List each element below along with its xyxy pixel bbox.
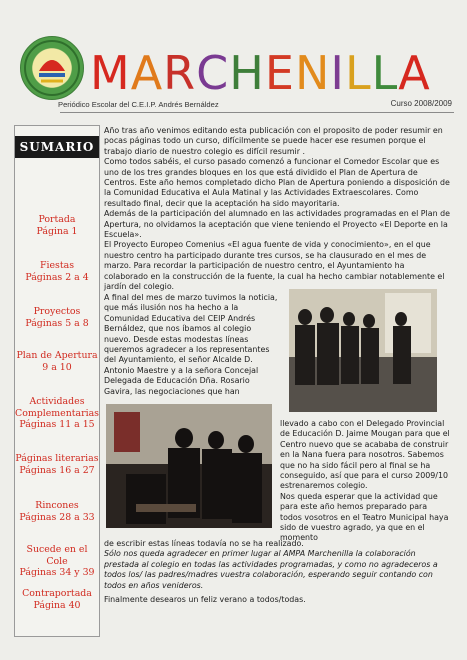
- paragraph: Sólo nos queda agradecer en primer lugar al AMPA Marchenilla la colaboración prestada al colegio en todas las actividades programadas, y como no agradeceros a todos los/ las padres/madres vuestra colaboración, esperando seguir contando con todos en años venideros.: [104, 549, 438, 590]
- title-letter: N: [294, 46, 330, 100]
- toc-line: Páginas 16 a 27: [19, 464, 95, 476]
- school-subtitle: Periódico Escolar del C.E.I.P. Andrés Bernáldez: [58, 100, 219, 109]
- header-divider: [60, 112, 454, 113]
- school-logo: [20, 36, 84, 100]
- toc-item-literarias[interactable]: [15, 453, 99, 476]
- sumario-heading: SUMARIO: [15, 136, 99, 158]
- title-letter: I: [330, 46, 344, 100]
- toc-line: Páginas 11 a 15: [19, 419, 95, 430]
- toc-item-actividades[interactable]: [15, 396, 99, 431]
- toc-line: Páginas 34 y 39: [19, 567, 95, 578]
- title-letter: A: [130, 46, 163, 100]
- photo-officials-visit: [289, 289, 437, 412]
- toc-item-proyectos[interactable]: [15, 306, 99, 329]
- paragraph: de escribir estas líneas todavía no se ha realizado.: [104, 539, 304, 548]
- paragraph: llevado a cabo con el Delegado Provincial de Educación D. Jaime Mougan para que el Centro nuevo que se acababa de construir en la Nana fuera para nosotros. Sabemos que no ha sido fácil pero al final se ha conseguido, así que para el curso 2009/10 estrenaremos colegio.: [280, 419, 450, 491]
- title-letter: L: [371, 46, 398, 100]
- paragraph: El Proyecto Europeo Comenius «El agua fuente de vida y conocimiento», en el que nuestro centro ha participado durante tres cursos, se ha clausurado en el mes de marzo. Para recordar la participación de nuestro centro, el Ayuntamiento ha colaborado en la construcción de la fuente, la cual ha hecho cambiar notablemente el jardín del colegio.: [104, 240, 445, 292]
- toc-item-contraportada[interactable]: [15, 588, 99, 611]
- toc-item-sucede[interactable]: [15, 544, 99, 579]
- toc-line: Páginas 28 a 33: [19, 511, 95, 523]
- toc-item-portada[interactable]: [15, 214, 99, 237]
- paragraph: Nos queda esperar que la actividad que para este año hemos preparado para todos vosotros en el Teatro Municipal haya sido de vuestro agrado, ya que en el momento: [280, 491, 449, 543]
- paragraph: Año tras año venimos editando esta publicación con el proposito de poder resumir en pocas páginas todo un curso, difícilmente se puede hacer ese resumen porque el trabajo diario de nuestro colegio es difícil resumir .: [104, 126, 443, 156]
- toc-line: Contraportada: [22, 588, 92, 599]
- title-letter: A: [398, 46, 430, 100]
- toc-line: Páginas literarias: [15, 453, 99, 464]
- toc-line: Sucede en el Cole: [26, 544, 88, 567]
- toc-line: Páginas 2 a 4: [25, 271, 89, 283]
- paragraph: A final del mes de marzo tuvimos la noticia, que más ilusión nos ha hecho a la Comunidad Educativa del CEIP Andrés Bernáldez, que nos íbamos al colegio nuevo. Desde estas modestas líneas queremos agradecer a los representantes del Ayuntamiento, el señor Alcalde D. Antonio Maestre y a la señora Concejal Delegada de Educación Dña. Rosario Gavira, las negociaciones que han: [104, 293, 278, 396]
- toc-item-plan-apertura[interactable]: [15, 350, 99, 373]
- toc-line: Rincones: [35, 500, 79, 511]
- masthead: [14, 28, 454, 122]
- newspaper-title: [90, 44, 430, 102]
- toc-line: Página 40: [33, 599, 81, 611]
- title-letter: L: [344, 46, 371, 100]
- toc-line: Actividades: [29, 396, 85, 407]
- toc-line: Plan de Apertura: [16, 350, 98, 361]
- toc-line: Complementarias: [15, 407, 99, 419]
- article-closing: [104, 539, 450, 605]
- photo-group-indoors: [106, 404, 272, 528]
- toc-line: Portada: [38, 214, 76, 225]
- paragraph: Finalmente desearos un feliz verano a todos/todas.: [104, 595, 306, 605]
- toc-line: Páginas 5 a 8: [25, 317, 89, 329]
- toc-line: Página 1: [36, 225, 78, 237]
- school-year: Curso 2008/2009: [390, 99, 452, 108]
- article-column-left: [104, 293, 280, 397]
- title-letter: C: [196, 46, 229, 100]
- title-letter: R: [163, 46, 196, 100]
- title-letter: H: [229, 46, 264, 100]
- toc-item-fiestas[interactable]: [15, 260, 99, 283]
- table-of-contents: [14, 125, 100, 637]
- toc-line: 9 a 10: [42, 361, 72, 373]
- title-letter: E: [264, 46, 294, 100]
- toc-line: Fiestas: [39, 260, 75, 271]
- paragraph: Como todos sabéis, el curso pasado comenzó a funcionar el Comedor Escolar que es uno de los tres grandes bloques en los que está dividido el Plan de Apertura de Centros. Este año hemos completado dicho Plan de Apertura poniendo a disposición de la Comunidad Educativa el Aula Matinal y las Actividades Extraescolares. Como resultado final, decir que la aceptación ha sido mayoritaria.: [104, 157, 450, 208]
- title-letter: M: [90, 46, 130, 100]
- article-column-right: [280, 419, 451, 544]
- toc-line: Proyectos: [33, 306, 81, 317]
- article-intro: [104, 126, 450, 293]
- paragraph: Además de la participación del alumnado en las actividades programadas en el Plan de Apertura, no olvidamos la aceptación que viene teniendo el Proyecto «El Deporte en la Escuela».: [104, 209, 450, 240]
- toc-item-rincones[interactable]: [15, 500, 99, 523]
